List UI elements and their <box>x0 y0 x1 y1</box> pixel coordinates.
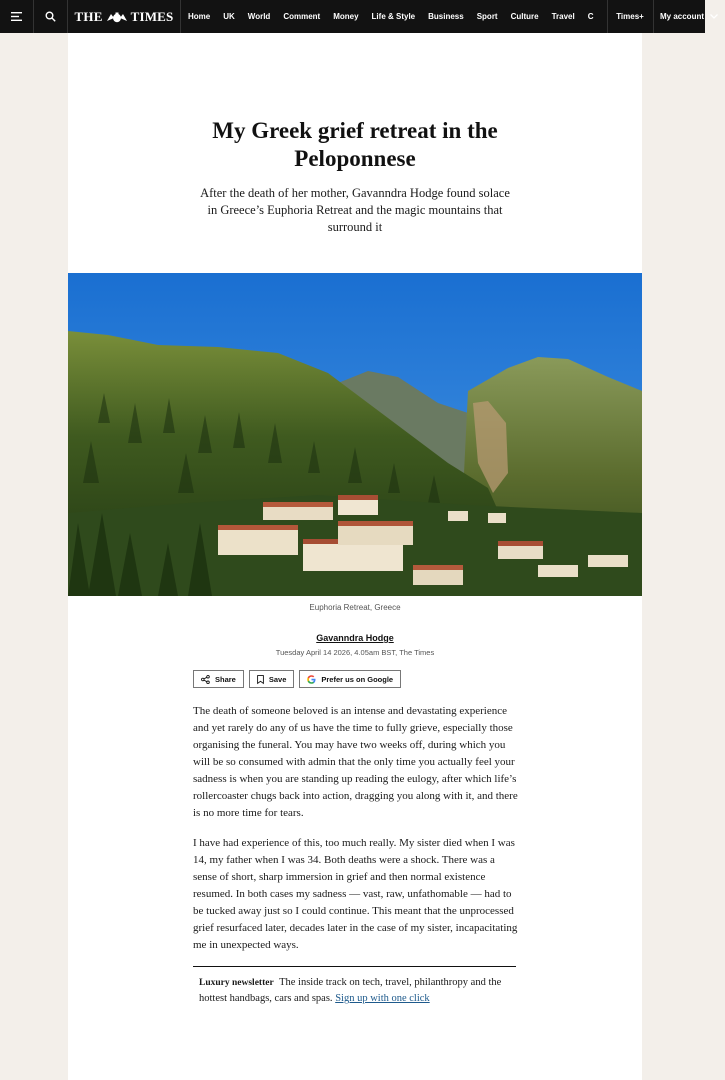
top-navigation <box>0 0 705 33</box>
save-button[interactable] <box>249 670 295 688</box>
nav-link-business[interactable]: Business <box>428 12 464 21</box>
nav-link-culture[interactable]: Culture <box>510 12 539 21</box>
nav-link-world[interactable]: World <box>247 12 271 21</box>
my-account-label: My account <box>660 12 705 21</box>
google-icon <box>307 675 316 684</box>
nav-link-sport[interactable]: Sport <box>476 12 498 21</box>
share-icon <box>201 675 210 684</box>
article-panel <box>68 33 642 1080</box>
nav-link-comment[interactable]: Comment <box>283 12 321 21</box>
share-label: Share <box>215 674 236 684</box>
bookmark-icon <box>257 675 264 684</box>
chevron-down-icon <box>710 14 718 19</box>
newsletter-promo <box>193 966 516 1006</box>
newsletter-text: The inside track on tech, travel, philanthropy and the hottest handbags, cars and spas. <box>199 977 502 1004</box>
article-paragraph: The death of someone beloved is an intense and devastating experience and yet rarely do any of us have the time to fully grieve, especially those organising the funeral. You may have two weeks off, during which you will be so consumed with admin that the only time you actually feel your sadness is when you are standing up reading the eulogy, after which life’s rollercoaster chugs back into action, dragging you along with it, and there is no more time for tears. <box>193 705 518 819</box>
logo-text-right: TIMES <box>130 8 174 24</box>
logo-text-left: THE <box>74 8 103 24</box>
newsletter-signup-link[interactable]: Sign up with one click <box>335 993 430 1004</box>
nav-link-travel[interactable]: Travel <box>551 12 575 21</box>
article-dateline: Tuesday April 14 2026, 4.05am BST, The Times <box>275 648 435 657</box>
share-button[interactable] <box>193 670 244 688</box>
author-link[interactable]: Gavanndra Hodge <box>316 633 394 643</box>
times-logo[interactable] <box>68 0 181 33</box>
save-label: Save <box>268 674 287 684</box>
article-actions <box>193 670 401 688</box>
nav-link-life-style[interactable]: Life & Style <box>371 12 416 21</box>
nav-link-money[interactable]: Money <box>333 12 359 21</box>
hamburger-menu-icon[interactable] <box>0 0 34 33</box>
nav-link-uk[interactable]: UK <box>223 12 235 21</box>
prefer-google-button[interactable] <box>299 670 401 688</box>
article-headline: My Greek grief retreat in the Peloponnese <box>212 118 498 171</box>
hero-image <box>68 273 642 596</box>
nav-link-truncated[interactable]: C <box>587 12 594 21</box>
times-plus-link[interactable]: Times+ <box>607 0 653 33</box>
article-standfirst: After the death of her mother, Gavanndra Hodge found solace in Greece’s Euphoria Retreat and the magic mountains that surround it <box>200 186 510 234</box>
article-paragraph: I have had experience of this, too much really. My sister died when I was 14, my father when I was 34. Both deaths were a shock. There was a sense of short, sharp immersion in grief and then normal existence resumed. In both cases my sadness — vast, raw, unfathomable — had to be tucked away just so I could continue. This meant that the unprocessed grief resurfaced later, decades later in the case of my sister, incapacitating me in unexpected ways. <box>193 837 518 951</box>
my-account-button[interactable] <box>653 0 725 33</box>
nav-link-home[interactable]: Home <box>188 12 211 21</box>
nav-links <box>181 0 607 33</box>
crest-icon <box>105 12 129 23</box>
search-icon[interactable] <box>34 0 68 33</box>
prefer-google-label: Prefer us on Google <box>321 674 394 684</box>
image-caption: Euphoria Retreat, Greece <box>309 603 401 612</box>
newsletter-kicker: Luxury newsletter <box>199 978 274 988</box>
